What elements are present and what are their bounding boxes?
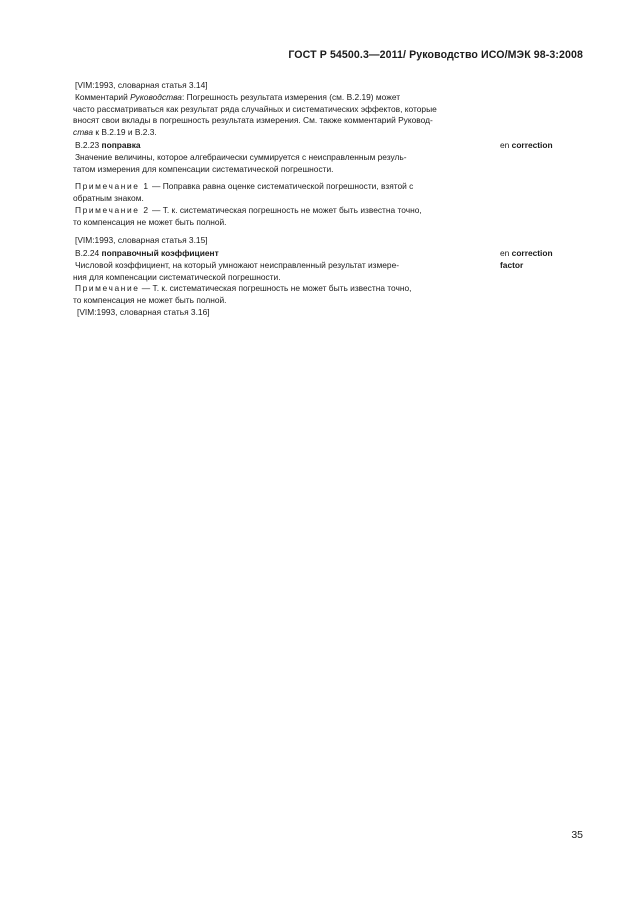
comment-block: [75, 80, 482, 139]
note-line-1: Примечание — Т. к. систематическая погрешность не может быть известна точно,: [75, 283, 412, 294]
comment-line-1: Комментарий Руководства: Погрешность результата измерения (см. В.2.19) может: [75, 91, 401, 102]
comment-line-3: вносят свои вклады в погрешность результата измерения. См. также комментарий Руковод-: [73, 115, 433, 126]
entry-heading: В.2.24 поправочный коэффициент: [75, 248, 219, 258]
definition-line-2: ния для компенсации систематической погрешности.: [73, 271, 281, 282]
english-term-correction-factor: en correction factor: [500, 248, 553, 270]
entry-term: поправка: [101, 140, 141, 150]
note-2-line-2: то компенсация не может быть полной.: [73, 216, 227, 227]
note-1-line-1: Примечание 1 — Поправка равна оценке систематической погрешности, взятой с: [75, 181, 414, 192]
definition-line-2: татом измерения для компенсации систематической погрешности.: [73, 163, 334, 174]
page-number: 35: [571, 829, 583, 841]
definition-line-1: Числовой коэффициент, на который умножают неисправленный результат измере-: [75, 259, 400, 270]
definition-line-1: Значение величины, которое алгебраически суммируется с неисправленным резуль-: [75, 151, 407, 162]
comment-line-2: часто рассматриваться как результат ряда случайных и систематических эффектов, которые: [73, 103, 437, 114]
english-term-correction: en correction: [500, 140, 553, 150]
comment-line-4: ства к В.2.19 и В.2.3.: [73, 127, 157, 138]
note-line-2: то компенсация не может быть полной.: [73, 295, 227, 306]
reference-3-16: [VIM:1993, словарная статья 3.16]: [77, 306, 210, 317]
reference-3-15: [VIM:1993, словарная статья 3.15]: [75, 234, 208, 245]
guide-word: Руководства: [130, 91, 182, 102]
entry-term: поправочный коэффициент: [101, 248, 219, 258]
note-1-line-2: обратным знаком.: [73, 193, 144, 204]
entry-heading: В.2.23 поправка: [75, 140, 141, 150]
note-2-line-1: Примечание 2 — Т. к. систематическая погрешность не может быть известна точно,: [75, 204, 422, 215]
entry-b-2-23: [75, 140, 482, 246]
page-header: ГОСТ Р 54500.3—2011/ Руководство ИСО/МЭК 98-3:2008: [288, 49, 583, 61]
entry-b-2-24: [75, 248, 482, 319]
reference-3-14: [VIM:1993, словарная статья 3.14]: [75, 80, 208, 90]
